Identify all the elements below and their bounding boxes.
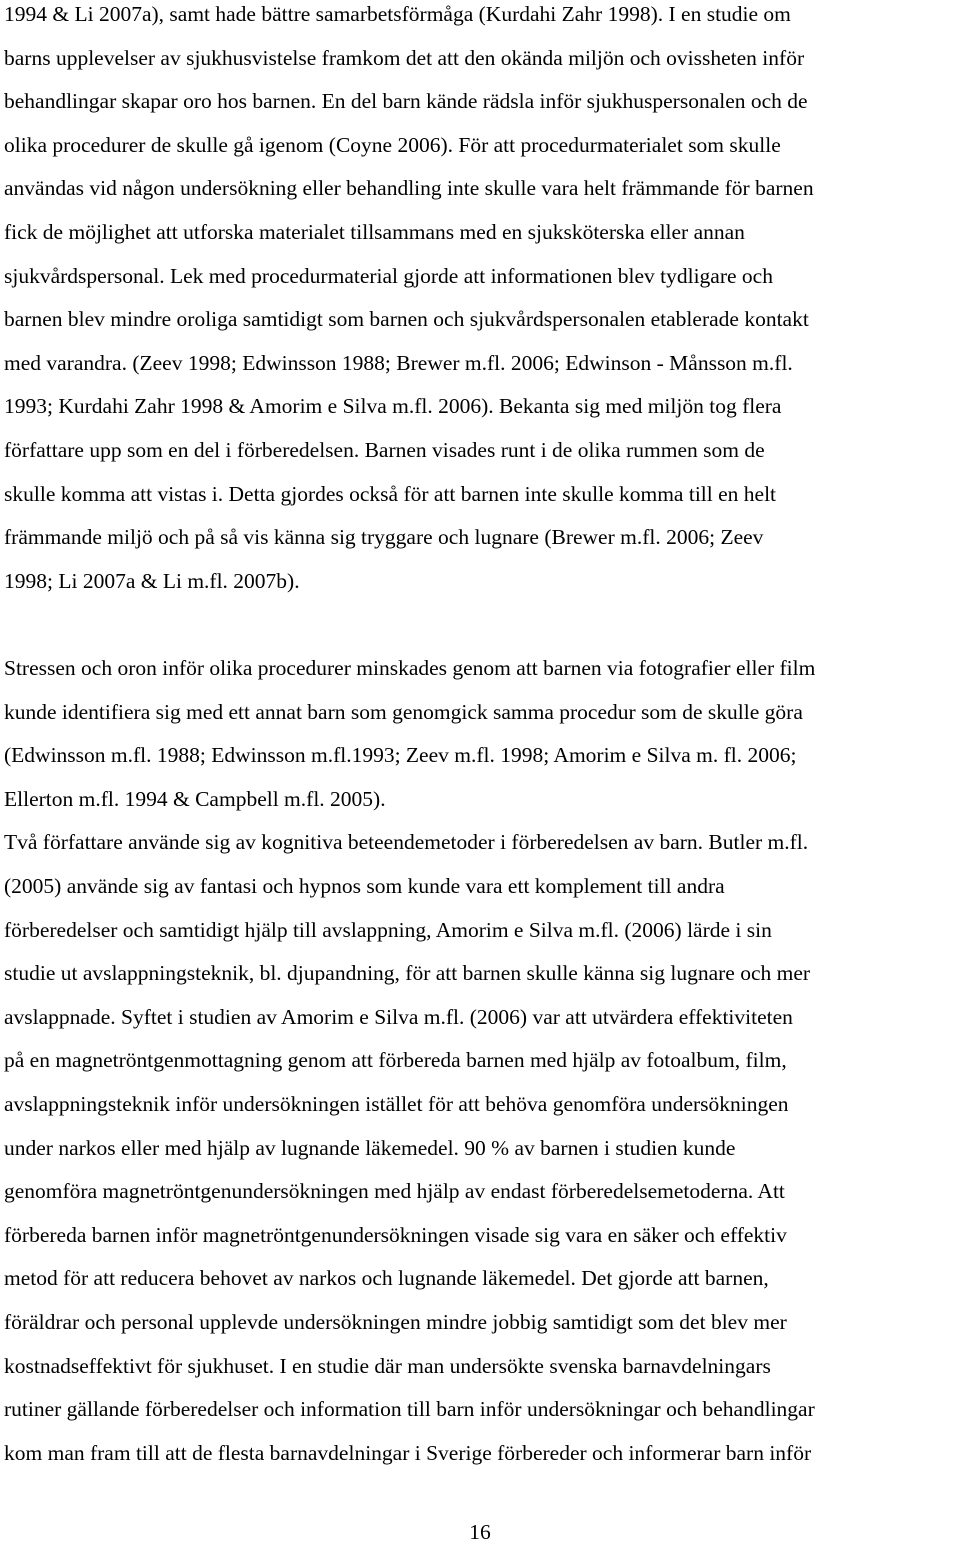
text-line: (Edwinsson m.fl. 1988; Edwinsson m.fl.1993; Zeev m.fl. 1998; Amorim e Silva m. fl. 2006; bbox=[4, 743, 797, 768]
text-line: förbereda barnen inför magnetröntgenundersökningen visade sig vara en säker och effektiv bbox=[4, 1222, 787, 1247]
text-line: på en magnetröntgenmottagning genom att förbereda barnen med hjälp av fotoalbum, film, bbox=[4, 1048, 787, 1073]
text-line: Ellerton m.fl. 1994 & Campbell m.fl. 2005). bbox=[4, 786, 386, 811]
text-line: rutiner gällande förberedelser och information till barn inför undersökningar och behandlingar bbox=[4, 1397, 815, 1422]
text-line: olika procedurer de skulle gå igenom (Coyne 2006). För att procedurmaterialet som skulle bbox=[4, 132, 781, 157]
text-line: 1993; Kurdahi Zahr 1998 & Amorim e Silva m.fl. 2006). Bekanta sig med miljön tog flera bbox=[4, 394, 782, 419]
page-number: 16 bbox=[469, 1520, 491, 1544]
text-line: under narkos eller med hjälp av lugnande läkemedel. 90 % av barnen i studien kunde bbox=[4, 1135, 736, 1160]
text-line: barnen blev mindre oroliga samtidigt som barnen och sjukvårdspersonalen etablerade kontakt bbox=[4, 307, 809, 332]
text-line: 1998; Li 2007a & Li m.fl. 2007b). bbox=[4, 568, 300, 593]
text-line: behandlingar skapar oro hos barnen. En del barn kände rädsla inför sjukhuspersonalen och de bbox=[4, 89, 808, 114]
text-line: barns upplevelser av sjukhusvistelse framkom det att den okända miljön och ovissheten inför bbox=[4, 45, 805, 70]
text-line: metod för att reducera behovet av narkos och lugnande läkemedel. Det gjorde att barnen, bbox=[4, 1266, 769, 1291]
text-line: (2005) använde sig av fantasi och hypnos som kunde vara ett komplement till andra bbox=[4, 874, 725, 898]
text-line: främmande miljö och på så vis känna sig tryggare och lugnare (Brewer m.fl. 2006; Zeev bbox=[4, 525, 764, 550]
text-line: kom man fram till att de flesta barnavdelningar i Sverige förbereder och informerar barn inför bbox=[4, 1440, 812, 1465]
text-line: sjukvårdspersonal. Lek med procedurmaterial gjorde att informationen blev tydligare och bbox=[4, 263, 773, 288]
text-line: kostnadseffektivt för sjukhuset. I en studie där man undersökte svenska barnavdelningars bbox=[4, 1353, 771, 1378]
text-line: Två författare använde sig av kognitiva beteendemetoder i förberedelsen av barn. Butler m.fl. bbox=[4, 830, 809, 855]
text-line: Stressen och oron inför olika procedurer minskades genom att barnen via fotografier eller film bbox=[4, 656, 816, 680]
text-line: föräldrar och personal upplevde undersökningen mindre jobbig samtidigt som det blev mer bbox=[4, 1310, 787, 1334]
text-line: med varandra. (Zeev 1998; Edwinsson 1988; Brewer m.fl. 2006; Edwinson - Månsson m.fl. bbox=[4, 350, 793, 375]
text-line: författare upp som en del i förberedelsen. Barnen visades runt i de olika rummen som de bbox=[4, 438, 765, 462]
text-line: genomföra magnetröntgenundersökningen med hjälp av endast förberedelsemetoderna. Att bbox=[4, 1179, 785, 1204]
text-line: skulle komma att vistas i. Detta gjordes också för att barnen inte skulle komma till en helt bbox=[4, 481, 777, 506]
text-line: avslappningsteknik inför undersökningen istället för att behöva genomföra undersökningen bbox=[4, 1092, 789, 1116]
text-line: förberedelser och samtidigt hjälp till avslappning, Amorim e Silva m.fl. (2006) lärde i sin bbox=[4, 917, 772, 942]
text-line: användas vid någon undersökning eller behandling inte skulle vara helt främmande för barnen bbox=[4, 176, 814, 201]
text-line: avslappnade. Syftet i studien av Amorim e Silva m.fl. (2006) var att utvärdera effektiviteten bbox=[4, 1004, 793, 1029]
text-line: 1994 & Li 2007a), samt hade bättre samarbetsförmåga (Kurdahi Zahr 1998). I en studie om bbox=[4, 2, 791, 26]
text-line: studie ut avslappningsteknik, bl. djupandning, för att barnen skulle känna sig lugnare och mer bbox=[4, 961, 811, 986]
text-line: fick de möjlighet att utforska materialet tillsammans med en sjuksköterska eller annan bbox=[4, 220, 745, 244]
text-line: kunde identifiera sig med ett annat barn som genomgick samma procedur som de skulle göra bbox=[4, 699, 803, 724]
